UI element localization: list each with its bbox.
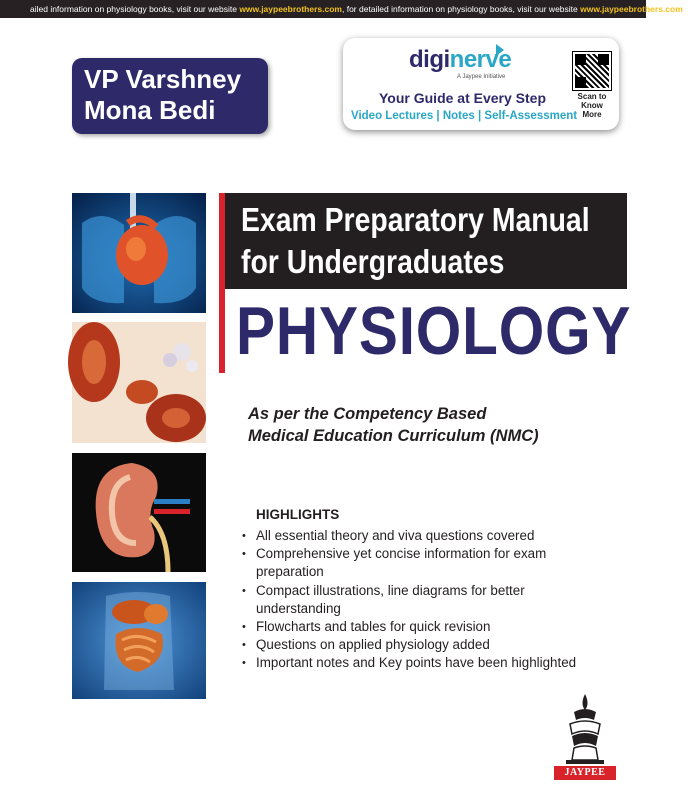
list-item: • Compact illustrations, line diagrams for better understanding (240, 582, 600, 618)
diginerve-headline: Your Guide at Every Step (379, 90, 547, 106)
title-line-2: for Undergraduates (241, 243, 505, 280)
diginerve-tagline: A Jaypee Initiative (457, 74, 506, 80)
list-item: • All essential theory and viva questions covered (240, 527, 600, 545)
main-title: PHYSIOLOGY (236, 293, 632, 369)
accent-bar (219, 193, 225, 373)
subtitle (248, 403, 539, 447)
title-line-1: Exam Preparatory Manual (241, 201, 590, 238)
author-2: Mona Bedi (84, 95, 216, 125)
website-banner (0, 0, 683, 18)
subtitle-line-2: Medical Education Curriculum (NMC) (248, 427, 539, 445)
authors-box (72, 58, 268, 134)
banner-text-2: , for detailed information on physiology books, visit our website (341, 4, 581, 14)
list-item: • Flowcharts and tables for quick revision (240, 618, 600, 636)
website-link-2[interactable]: www.jaypeebrothers.com (580, 4, 683, 14)
qr-code-icon[interactable] (573, 52, 611, 90)
diginerve-logo: diginerve (409, 46, 512, 73)
highlights-heading: HIGHLIGHTS (256, 507, 340, 522)
arrow-icon (496, 44, 504, 56)
qr-caption: Scan to Know More (577, 92, 607, 119)
heart-lungs-illustration (72, 193, 206, 313)
list-item: • Comprehensive yet concise information for exam preparation (240, 545, 600, 581)
diginerve-card[interactable] (343, 38, 619, 130)
list-item: • Important notes and Key points have been highlighted (240, 654, 600, 672)
subtitle-line-1: As per the Competency Based (248, 405, 487, 423)
blood-cells-illustration (72, 322, 206, 443)
title-box (219, 193, 627, 289)
kidney-illustration (72, 453, 206, 572)
banner-text: ailed information on physiology books, visit our website (30, 4, 240, 14)
publisher-name: JAYPEE (554, 766, 616, 780)
author-1: VP Varshney (84, 64, 242, 94)
digestive-system-illustration (72, 582, 206, 699)
list-item: • Questions on applied physiology added (240, 636, 600, 654)
website-link[interactable]: www.jaypeebrothers.com (239, 4, 342, 14)
diginerve-features: Video Lectures | Notes | Self-Assessment (351, 110, 578, 122)
highlights-list (240, 527, 600, 673)
